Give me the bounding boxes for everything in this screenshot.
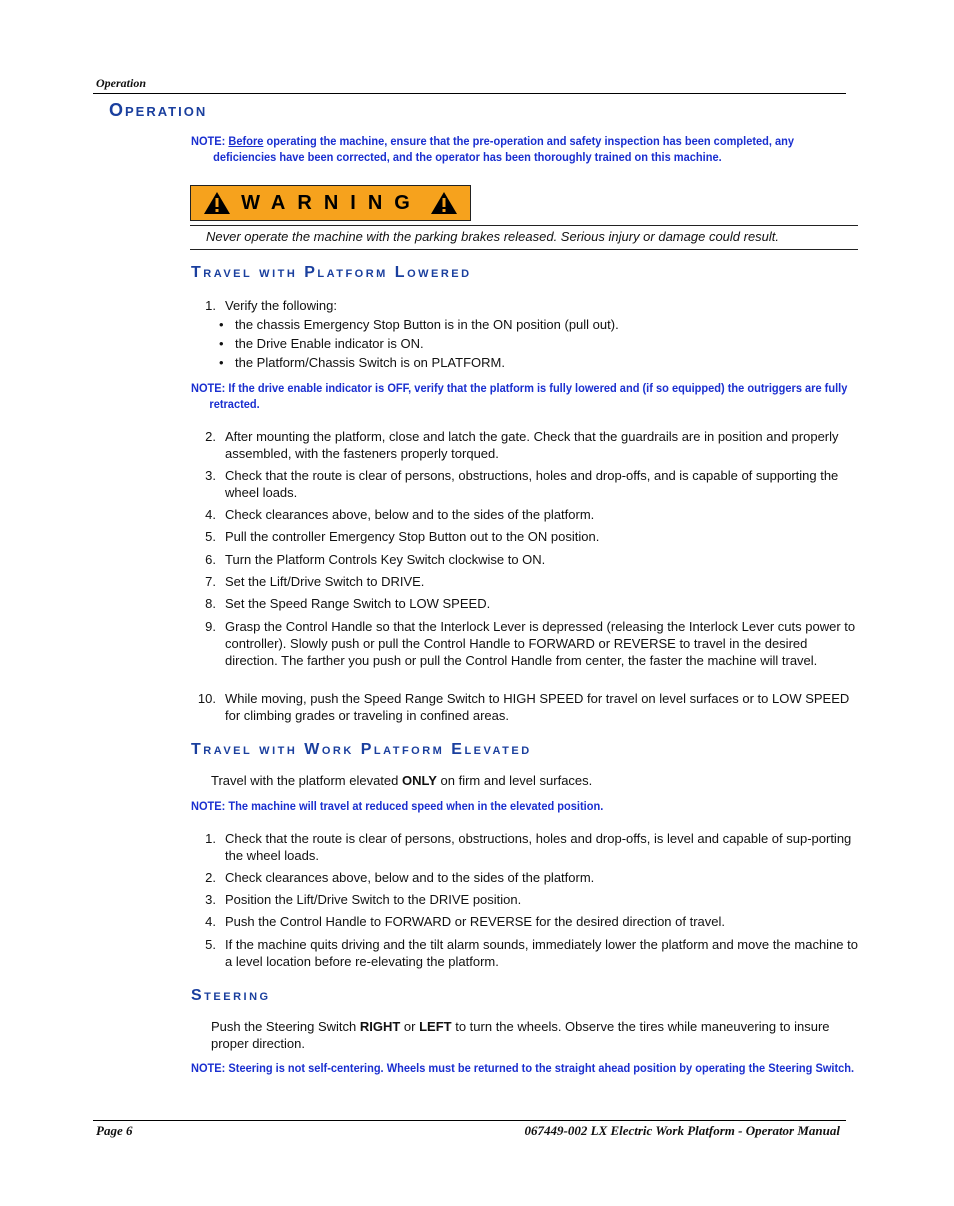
warning-triangle-icon	[203, 191, 231, 215]
step-text: Position the Lift/Drive Switch to the DRIVE position.	[225, 892, 522, 907]
bullet-text: the Platform/Chassis Switch is on PLATFORM.	[235, 355, 505, 370]
step-text: While moving, push the Speed Range Switch to HIGH SPEED for travel on level surfaces or to LOW SPEED for climbing grades or traveling in confined areas.	[225, 691, 850, 723]
step-text: Pull the controller Emergency Stop Button out to the ON position.	[225, 529, 600, 544]
intro-text: on firm and level surfaces.	[436, 773, 593, 788]
note-label: NOTE:	[191, 381, 226, 395]
intro-bold: LEFT	[419, 1019, 452, 1034]
list-item: • the chassis Emergency Stop Button is in the ON position (pull out).	[219, 317, 619, 332]
step-number: 5.	[205, 529, 216, 544]
page-title: Operation	[109, 100, 208, 120]
step-number: 4.	[205, 914, 216, 929]
step-number: 2.	[205, 870, 216, 885]
step-text: Set the Speed Range Switch to LOW SPEED.	[225, 596, 491, 611]
intro-text: or	[400, 1019, 420, 1034]
step-text: Check clearances above, below and to the sides of the platform.	[225, 507, 595, 522]
intro-text: Travel with the platform elevated	[211, 773, 402, 788]
running-header: Operation	[96, 76, 147, 90]
step-number: 4.	[205, 507, 216, 522]
intro-text: to turn the wheels. Observe the tires while maneuvering to insure proper direction.	[211, 1019, 830, 1051]
note-text: If the drive enable indicator is OFF, verify that the platform is fully lowered and (if so equipped) the outriggers are fully retracted.	[209, 381, 848, 411]
step-number: 9.	[205, 619, 216, 634]
step-number: 8.	[205, 596, 216, 611]
step-number: 3.	[205, 468, 216, 483]
note-label: NOTE:	[191, 1061, 226, 1075]
step-number: 7.	[205, 574, 216, 589]
warning-text: Never operate the machine with the parking brakes released. Serious injury or damage could result.	[206, 229, 780, 244]
step-text: Push the Control Handle to FORWARD or REVERSE for the desired direction of travel.	[225, 914, 725, 929]
step-text: Check that the route is clear of persons, obstructions, holes and drop-offs, and is capable of supporting the wheel loads.	[225, 468, 839, 500]
warning-triangle-icon	[430, 191, 458, 215]
note-text: operating the machine, ensure that the pre-operation and safety inspection has been completed, any deficiencies have been corrected, and the operator has been thoroughly trained on this machine.	[213, 134, 795, 164]
intro-bold: ONLY	[402, 773, 437, 788]
section-title-platform-lowered: Travel with Platform Lowered	[191, 264, 472, 281]
step-number: 10.	[197, 691, 216, 706]
footer-rule	[93, 1120, 846, 1121]
step-number: 6.	[205, 552, 216, 567]
steering-intro	[211, 1018, 851, 1052]
step-text: If the machine quits driving and the tilt alarm sounds, immediately lower the platform and move the machine to a level location before re-elevating the platform.	[225, 937, 858, 969]
step-text: Check that the route is clear of persons, obstructions, holes and drop-offs, is level and capable of sup-porting the wheel loads.	[225, 831, 852, 863]
step-text: Set the Lift/Drive Switch to DRIVE.	[225, 574, 425, 589]
step-number: 5.	[205, 937, 216, 952]
note-drive-enable	[191, 380, 855, 412]
note-text: The machine will travel at reduced speed when in the elevated position.	[225, 799, 604, 813]
note-label: NOTE:	[191, 134, 226, 148]
step-number: 1.	[205, 831, 216, 846]
bullet-text: the Drive Enable indicator is ON.	[235, 336, 424, 351]
warning-banner	[190, 185, 471, 221]
page-number: Page 6	[96, 1123, 133, 1138]
header-rule	[93, 93, 846, 94]
step-text: Grasp the Control Handle so that the Interlock Lever is depressed (releasing the Interlock Lever cuts power to controller). Slowly push or pull the Control Handle to FORWARD or REVERSE to travel in the desired direction. The farther you push or pull the Control Handle from center, the faster the machine will travel.	[225, 619, 856, 668]
warning-rule-bottom	[190, 249, 858, 250]
step-number: 2.	[205, 429, 216, 444]
step-number: 3.	[205, 892, 216, 907]
note-steering	[191, 1060, 855, 1076]
list-item: • the Platform/Chassis Switch is on PLATFORM.	[219, 355, 505, 370]
note-reduced-speed	[191, 798, 855, 814]
note-intro	[191, 133, 855, 165]
step-text: Check clearances above, below and to the sides of the platform.	[225, 870, 595, 885]
bullet-text: the chassis Emergency Stop Button is in the ON position (pull out).	[235, 317, 619, 332]
step-text: After mounting the platform, close and latch the gate. Check that the guardrails are in position and properly assembled, with the fasteners properly torqued.	[225, 429, 839, 461]
note-underlined: Before	[228, 134, 264, 148]
document-title: 067449-002 LX Electric Work Platform - Operator Manual	[524, 1123, 840, 1138]
intro-text: Push the Steering Switch	[211, 1019, 360, 1034]
warning-word: WARNING	[241, 191, 422, 214]
section-title-steering: Steering	[191, 987, 271, 1004]
list-item: • the Drive Enable indicator is ON.	[219, 336, 424, 351]
section-title-platform-elevated: Travel with Work Platform Elevated	[191, 741, 532, 758]
note-label: NOTE:	[191, 799, 226, 813]
elevated-intro	[211, 772, 592, 789]
step-text: Verify the following:	[225, 298, 338, 313]
intro-bold: RIGHT	[359, 1019, 401, 1034]
step-text: Turn the Platform Controls Key Switch clockwise to ON.	[225, 552, 546, 567]
step-number: 1.	[205, 298, 216, 313]
note-text: Steering is not self-centering. Wheels must be returned to the straight ahead position by operating the Steering Switch.	[225, 1061, 855, 1075]
warning-rule-top	[190, 225, 858, 226]
